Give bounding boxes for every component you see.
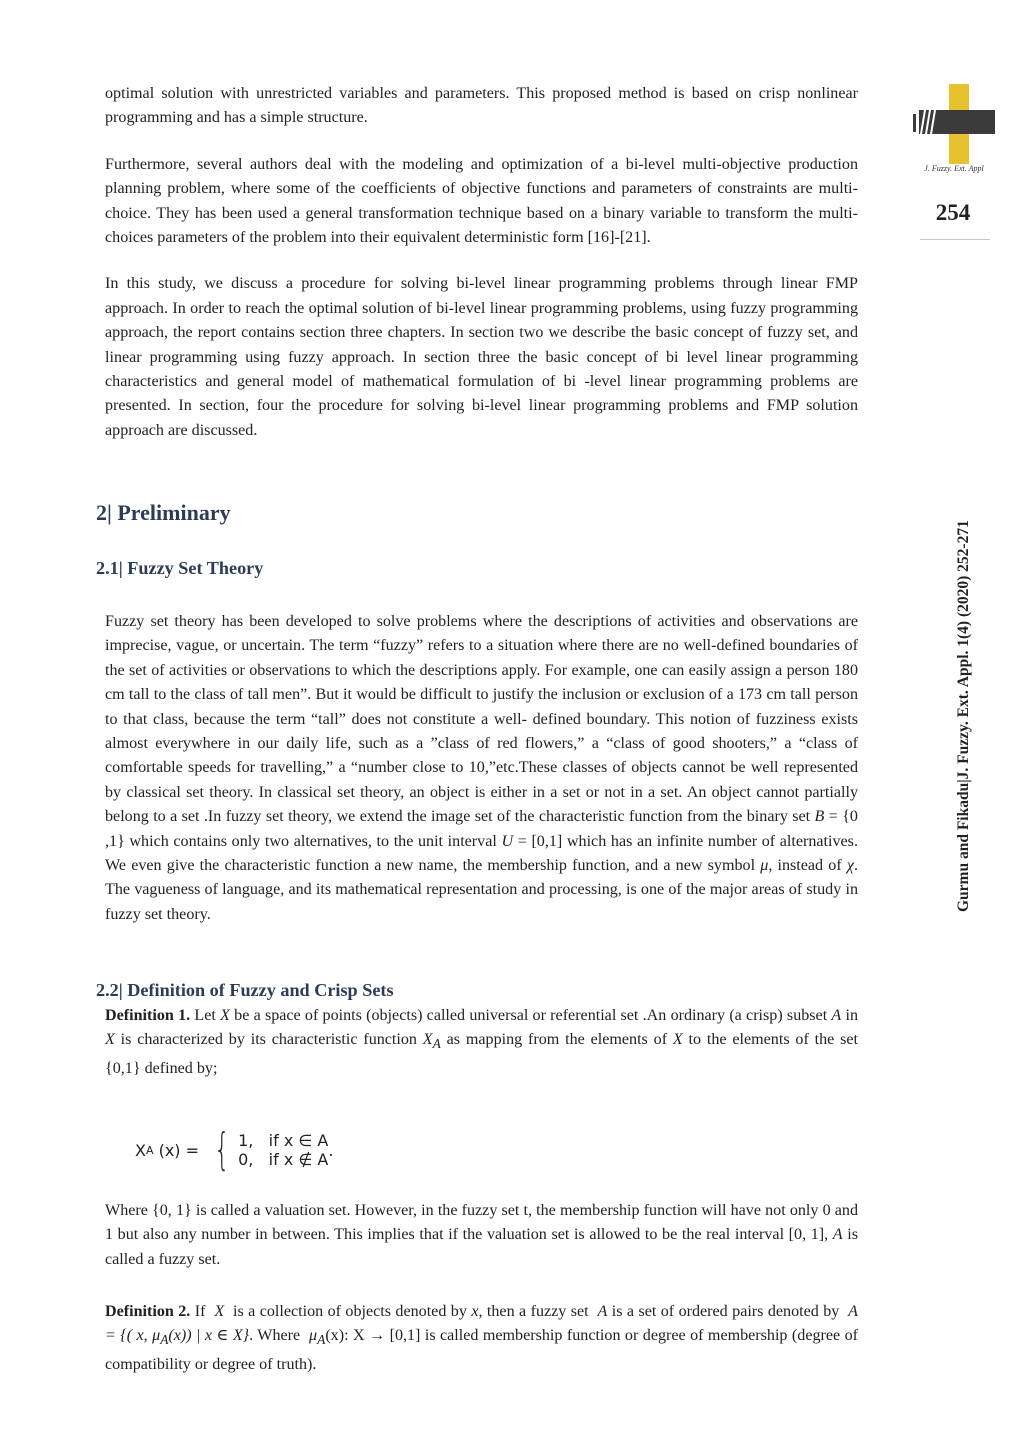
subsection-heading-fuzzy-set-theory: 2.1| Fuzzy Set Theory <box>96 558 264 578</box>
left-brace: { <box>214 1124 230 1175</box>
sidebar-divider <box>920 239 990 240</box>
section-heading-preliminary: 2| Preliminary <box>96 500 231 525</box>
definition-1: Definition 1. Let X be a space of points (objects) called universal or referential set .An ordinary (a crisp) subset A in X is characterized by its characteristic function $X_A$ as mapping from the elements of X to the elements of the set {0,1} defined by; <box>105 1007 859 1078</box>
paragraph-fuzzy-set-theory: Fuzzy set theory has been developed to solve problems where the descriptions of activities and observations are imprecise, vague, or uncertain. The term “fuzzy” refers to a situation where there are no well-defined boundaries of the set of activities or observations to which the descriptions apply. For example, one can easily assign a person 180 cm tall to the class of tall men”. But it would be difficult to justify the inclusion or exclusion of a 173 cm tall person to that class, because the term “tall” does not constitute a well- defined boundary. This notion of fuzziness exists almost everywhere in our daily life, such as a ”class of red flowers,” a “class of good shooters,” a “class of comfortable speeds for travelling,” a “number close to 10,”etc.These classes of objects cannot be well represented by classical set theory. In classical set theory, an object is either in a set or not in a set. An object cannot partially belong to a set .In fuzzy set theory, we extend the image set of the characteristic function from the binary set B = {0 ,1} which contains only two alternatives, to the unit interval U = [0,1] which has an infinite number of alternatives. We even give the characteristic function a new name, the membership function, and a new symbol μ, instead of χ. The vagueness of language, and its mathematical representation and processing, is one of the major areas of study in fuzzy set theory. <box>105 613 858 923</box>
page-number: 254 <box>935 200 971 225</box>
subsection-heading-definitions: 2.2| Definition of Fuzzy and Crisp Sets <box>96 980 394 1000</box>
running-head: Gurmu and Fikadu|J. Fuzzy. Ext. Appl. 1(4) (2020) 252-271 <box>955 520 972 912</box>
journal-caption: J. Fuzzy. Ext. Appl <box>924 164 984 173</box>
paragraph-1: optimal solution with unrestricted variables and parameters. This proposed method is based on crisp nonlinear programming and has a simple structure. <box>105 85 858 127</box>
valuation-set-paragraph: Where {0, 1} is called a valuation set. However, in the fuzzy set t, the membership function will have not only 0 and 1 but also any number in between. This implies that if the valuation set is allowed to be the real interval [0, 1], A is called a fuzzy set. <box>105 1202 859 1268</box>
paragraph-2: Furthermore, several authors deal with the modeling and optimization of a bi-level multi-objective production planning problem, where some of the coefficients of objective functions and parameters of constraints are multi-choice. They has been used a general transformation technique based on a binary variable to transform the multi-choices parameters of the problem into their equivalent deterministic form [16]-[21]. <box>105 155 858 247</box>
characteristic-function-equation: X A (x) = { 1, if x ∈ A 0, if x ∉ A . <box>135 1124 334 1175</box>
definition-2: Definition 2. If X is a collection of objects denoted by x, then a fuzzy set A is a set of ordered pairs denoted by A = {( x, $\mu_A(x)$) | x ∈ X}. Where $\mu_A(x)$: X → [0,1] is called membership function or degree of membership (degree of compatibility or degree of truth). <box>105 1303 858 1374</box>
paragraph-3: In this study, we discuss a procedure for solving bi-level linear programming problems through linear FMP approach. In order to reach the optimal solution of bi-level linear programming problems, using fuzzy programming approach, the report contains section three chapters. In section two we describe the basic concept of fuzzy set, and linear programming using fuzzy approach. In section three the basic concept of bi level linear programming characteristics and general model of mathematical formulation of bi -level linear programming problems are presented. In section, four the procedure for solving bi-level linear programming problems and FMP solution approach are discussed. <box>105 275 858 439</box>
